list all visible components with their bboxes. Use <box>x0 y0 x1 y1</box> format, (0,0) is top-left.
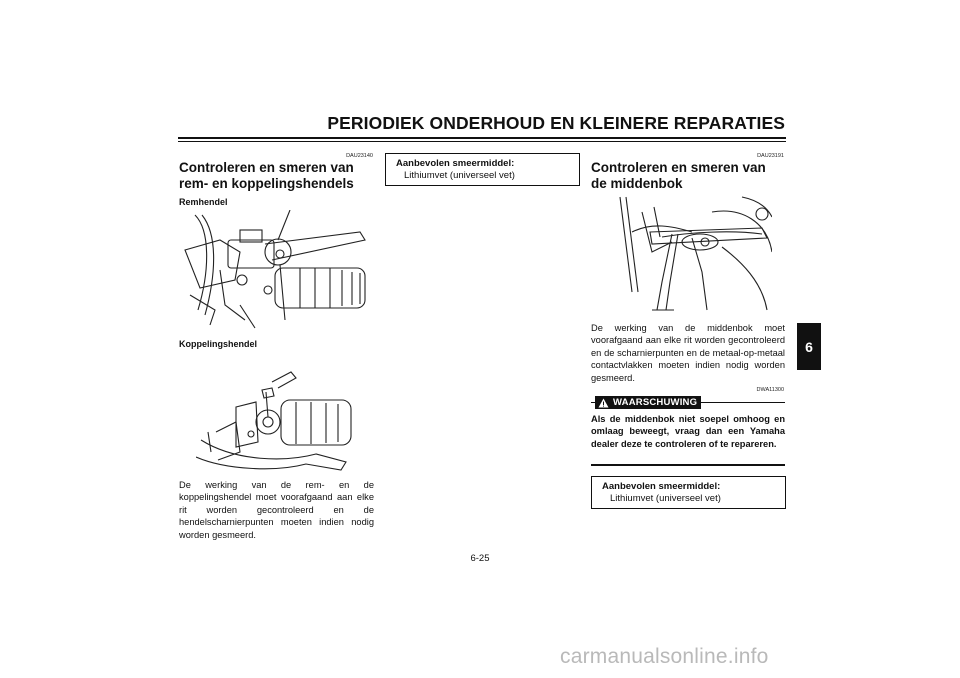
warning-label: WAARSCHUWING <box>613 397 698 408</box>
warning-text: Als de middenbok niet soepel omhoog en omlaag beweegt, vraag dan een Yamaha dealer deze te controleren of te repareren. <box>591 414 785 449</box>
brake-lever-illustration <box>180 210 374 330</box>
warning-end-rule <box>591 464 785 466</box>
header-rule <box>178 137 786 139</box>
warning-header <box>591 396 785 409</box>
lubricant-box-value: Lithiumvet (universeel vet) <box>610 493 721 504</box>
watermark: carmanualsonline.info <box>560 645 769 668</box>
header-rule-thin <box>178 141 786 142</box>
warning-triangle-icon <box>598 398 609 408</box>
warning-code: DWA11300 <box>756 387 784 393</box>
clutch-lever-illustration <box>196 362 361 472</box>
lubricant-box-centerstand <box>591 476 786 509</box>
lubricant-box-levers <box>385 153 580 186</box>
lubricant-box-title: Aanbevolen smeermiddel: <box>602 481 721 492</box>
body-centerstand: De werking van de middenbok moet voorafgaand aan elke rit worden gecontroleerd en de scharnierpunten en de metaal-op-metaal contactvlakken moeten indien nodig worden gesmeerd. <box>591 323 785 383</box>
centerstand-illustration <box>612 192 772 312</box>
section-heading-centerstand: Controleren en smeren van de middenbok <box>591 160 766 191</box>
lubricant-box-value: Lithiumvet (universeel vet) <box>404 170 515 181</box>
page-number: 6-25 <box>470 553 490 564</box>
page-title: PERIODIEK ONDERHOUD EN KLEINERE REPARATIES <box>327 113 785 133</box>
section-heading-levers: Controleren en smeren van rem- en koppelingshendels <box>179 160 354 191</box>
subheading-clutch-lever: Koppelingshendel <box>179 339 258 349</box>
subheading-brake-lever: Remhendel <box>179 197 228 207</box>
warning-badge <box>595 396 701 409</box>
lubricant-box-title: Aanbevolen smeermiddel: <box>396 158 515 169</box>
section-code-right: DAU23191 <box>757 153 784 159</box>
body-levers: De werking van de rem- en de koppelingshendel moet voorafgaand aan elke rit worden gecontroleerd en de hendelscharnierpunten moeten indien nodig worden gesmeerd. <box>179 480 374 540</box>
chapter-tab: 6 <box>797 323 821 370</box>
section-code-left: DAU23140 <box>346 153 373 159</box>
